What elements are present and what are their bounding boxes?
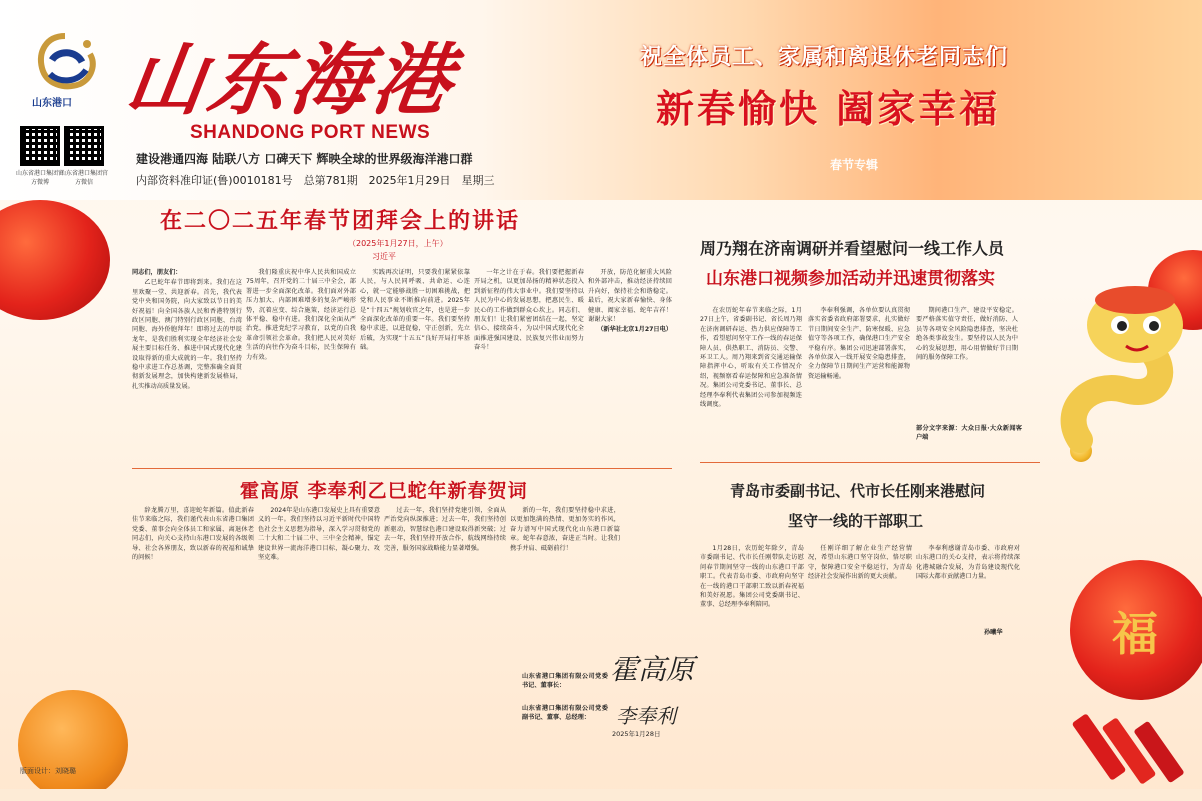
signature-li: 李奉利 [616,704,676,728]
zhou-column-2 [808,306,910,448]
speech-column-5 [588,268,672,464]
zhou-paragraph: 李奉利强调，各单位要认真贯彻落实省委省政府部署要求，扎实做好节日期间安全生产、防寒保暖、应急值守等各项工作，确保港口生产安全平稳有序。集团公司迅速部署落实，各单位深入一线开展安全隐患排查，全力保障节日期间生产运营和能源物资运输畅通。 [808,307,910,380]
speech-column-1 [132,268,242,464]
zhou-column-1 [700,306,802,448]
zhou-column-3 [916,306,1018,418]
footer-bar [0,789,1202,801]
qingdao-paragraph: 李奉利感谢青岛市委、市政府对山东港口的关心支持，表示将持续深化港城融合发展，为青岛建设现代化国际大都市贡献港口力量。 [916,545,1020,581]
speech-date: （2025年1月27日，上午） [348,239,448,248]
speech-source: （新华社北京1月27日电） [597,326,672,334]
issue-line: 内部资料准印证(鲁)0010181号 总第781期 2025年1月29日 星期三 [136,174,495,187]
qr-label-wechat: 山东省港口集团官方微信 [59,170,108,186]
greeting-column-3 [384,506,506,778]
slogan: 建设港通四海 陆联八方 口碑天下 辉映全球的世界级海洋港口群 [136,152,473,166]
speech-paragraph: 实践再次证明，只要我们紧紧依靠人民，与人民同呼吸、共命运、心连心，就一定能够战胜一切困难挑战，把党和人民事业不断推向前进。2025年是“十四五”规划收官之年，也是进一步全面深化改革的重要一年。我们要坚持稳中求进，以进促稳，守正创新，先立后破，为实现“十五五”良好开局打牢基础。 [360,269,470,352]
greeting-column-1 [132,506,254,778]
speech-column-4 [474,268,584,464]
logo-text: 山东港口 [32,98,72,109]
speech-paragraph: 我们隆重庆祝中华人民共和国成立75周年，召开党的二十届三中全会，部署进一步全面深化改革。我们面对外部压力加大、内部困难增多的复杂严峻形势，沉着应变、综合施策，经济运行总体平稳、稳中有进。我们深化全面从严治党，推进党纪学习教育，以党的自我革命引领社会革命。我们把人民对美好生活的向往作为奋斗目标，民生保障有力有效。 [246,269,356,361]
speech-opening: 同志们，朋友们： [132,269,182,276]
zhou-title-line-2: 山东港口视频参加活动并迅速贯彻落实 [706,269,995,289]
greeting-paragraph: 新的一年，我们要坚持稳中求进，以更加饱满的热情、更加务实的作风，奋力谱写中国式现代化山东港口新篇章。蛇年春意浓，奋进正当时。让我们携手并肩、砥砺前行！ [510,507,620,552]
greeting-line-1: 祝全体员工、家属和离退休老同志们 [640,45,1009,70]
greeting-signatory-2: 山东省港口集团有限公司党委副书记、董事、总经理： [522,705,608,722]
divider [700,462,1040,463]
speech-column-3 [360,268,470,464]
speech-column-2 [246,268,356,464]
greeting-paragraph: 2024年是山东港口发展史上具有重要意义的一年。我们坚持以习近平新时代中国特色社会主义思想为指导，深入学习贯彻党的二十大和二十届二中、三中全会精神，锚定建设世界一流海洋港口目标，凝心聚力、攻坚克难。 [258,507,380,562]
zhou-paragraph: 在农历蛇年春节来临之际，1月27日上午，省委副书记、省长周乃翔在济南调研春运、热力供应保障等工作，看望慰问坚守工作一线的春运保障人员、供热职工、消防员、交警、环卫工人。周乃翔来到省交通运输保障指挥中心，听取有关工作情况介绍，视频察看春运保障和应急准备情况。集团公司党委书记、董事长、总经理李奉利代表集团公司参加视频连线调度。 [700,307,802,409]
gourd-icon [18,690,128,800]
zhou-source: 部分文字来源：大众日报·大众新闻客户端 [916,425,1022,442]
paper-name: 山东海港 [120,35,462,126]
greeting-signatory-1: 山东省港口集团有限公司党委书记、董事长： [522,673,608,690]
signature-huo: 霍高原 [610,653,695,686]
speech-paragraph: 开放，防范化解重大风险和外部冲击，推动经济持续回升向好，保持社会和谐稳定。最后，祝大家新春愉快、身体健康、阖家幸福、蛇年吉祥！谢谢大家！ [588,269,672,324]
greeting-title: 霍高原 李奉利乙巳蛇年新春贺词 [240,480,528,502]
qingdao-paragraph: 任刚详细了解企业生产经营情况，希望山东港口坚守岗位、恪尽职守，保障港口安全平稳运行，为青岛经济社会发展作出新的更大贡献。 [808,545,912,581]
masthead [0,0,1202,200]
qingdao-author: 孙曦华 [984,629,1003,636]
greeting-line-2: 新春愉快 阖家幸福 [656,87,1001,131]
weibo-qr-code-icon [20,126,60,166]
qingdao-column-2 [808,544,912,644]
greeting-paragraph: 辞龙腾万里，喜迎蛇年新篇。值此新春佳节来临之际，我们谨代表山东省港口集团党委、董事会向全体员工和家属、离退休老同志们，向关心支持山东港口发展的各级领导、社会各界朋友，致以新春的祝福和诚挚的问候！ [132,507,254,562]
qingdao-title-line-1: 青岛市委副书记、代市长任刚来港慰问 [730,482,986,500]
paper-name-en: SHANDONG PORT NEWS [190,122,431,143]
divider [132,468,672,469]
greeting-column-2 [258,506,380,778]
special-section-label: 春节专辑 [830,158,879,172]
snake-mascot-icon [1050,270,1200,460]
speech-author: 习近平 [372,252,396,261]
speech-paragraph: 一年之计在于春。我们要把握新春开局之机，以更加昂扬的精神状态投入到新征程的伟大事业中。我们要坚持以人民为中心的发展思想，把惠民生、暖民心的工作做到群众心坎上。同志们、朋友们！让我们紧密团结在一起，坚定信心、接续奋斗，为以中国式现代化全面推进强国建设、民族复兴伟业而努力奋斗！ [474,269,584,352]
qr-label-weibo: 山东省港口集团官方微博 [15,170,64,186]
zhou-paragraph: 期间港口生产、建设平安稳定。要严格落实值守责任，做好消防、人员等各项安全风险隐患排查，坚决杜绝各类事故发生。要坚持以人民为中心的发展思想，用心用情做好节日期间的服务保障工作。 [916,307,1018,362]
qingdao-title-line-2: 坚守一线的干部职工 [788,512,924,530]
speech-title: 在二〇二五年春节团拜会上的讲话 [160,208,521,234]
speech-paragraph: 乙巳蛇年春节即将到来。我们在这里欢聚一堂、共迎新春。首先，我代表党中央和国务院，向大家致以节日的美好祝福！向全国各族人民和香港特别行政区同胞、澳门特别行政区同胞、台湾同胞、海外侨胞拜年！即将过去的甲辰龙年，是我们胜利实现全年经济社会发展主要目标任务、推进中国式现代化建设取得新的重大成就的一年。我们坚持稳中求进工作总基调，完整准确全面贯彻新发展理念，加快构建新发展格局，扎实推动高质量发展。 [132,279,242,390]
designer-credit: 版面设计：刘晓璐 [20,767,76,775]
qingdao-paragraph: 1月28日，农历蛇年除夕，青岛市委副书记、代市长任刚带队走访慰问春节期间坚守一线的山东港口干部职工。代表青岛市委、市政府向坚守在一线的港口干部职工致以新春祝福和美好祝愿。集团公司党委副书记、董事、总经理李奉利陪同。 [700,545,804,609]
greeting-column-4 [510,506,620,666]
zhou-title-line-1: 周乃翔在济南调研并看望慰问一线工作人员 [700,239,1005,258]
greeting-paragraph: 过去一年，我们坚持党建引领，全面从严治党向纵深推进；过去一年，我们坚持创新驱动，智慧绿色港口建设取得新突破；过去一年，我们坚持开放合作，航线网络持续完善，服务国家战略能力显著增强。 [384,507,506,552]
wechat-qr-code-icon [64,126,104,166]
qingdao-column-3 [916,544,1020,624]
fu-character-icon: 福 [1112,607,1158,661]
red-lantern-icon [0,200,110,320]
greeting-date: 2025年1月28日 [612,730,661,738]
qingdao-column-1 [700,544,804,644]
